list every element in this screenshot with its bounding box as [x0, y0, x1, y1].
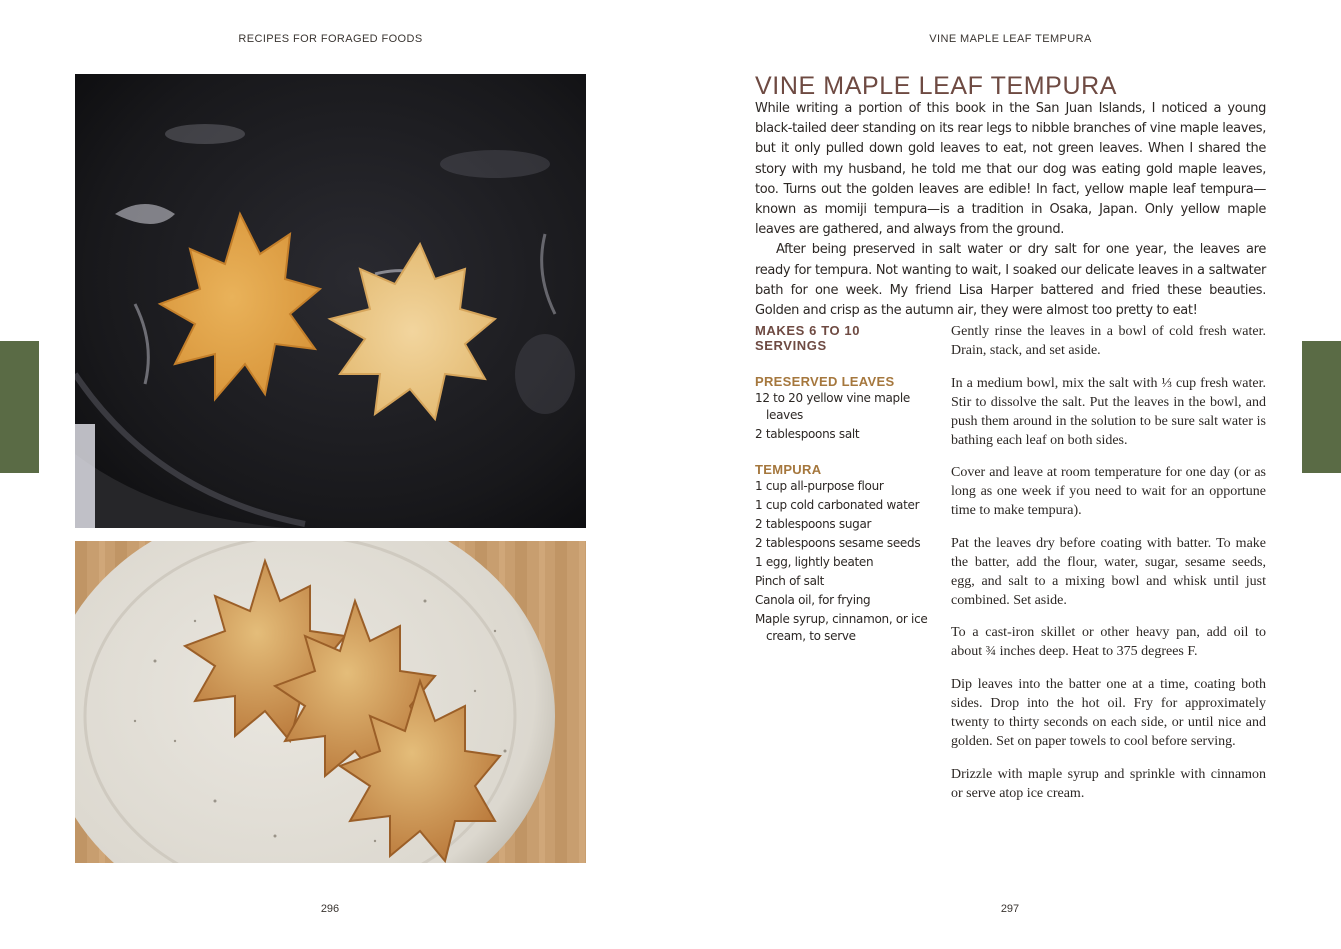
running-head-right: VINE MAPLE LEAF TEMPURA	[929, 33, 1092, 45]
running-head-left: RECIPES FOR FORAGED FOODS	[238, 33, 423, 45]
method-step: Drizzle with maple syrup and sprinkle with cinnamon or serve atop ice cream.	[951, 766, 1266, 801]
ingredient-item: 1 cup cold carbonated water	[755, 498, 920, 512]
preserved-leaves-list	[755, 390, 930, 443]
ingredient-item: Pinch of salt	[755, 574, 825, 588]
ingredient-item: 1 egg, lightly beaten	[755, 555, 874, 569]
page-number-right: 297	[1000, 903, 1020, 915]
method-step: To a cast-iron skillet or other heavy pan, add oil to about ¾ inches deep. Heat to 375 degrees F.	[951, 625, 1266, 660]
page-number-left: 296	[320, 903, 340, 915]
intro-paragraph: After being preserved in salt water or dry salt for one year, the leaves are ready for tempura. Not wanting to wait, I soaked our delicate leaves in a saltwater bath for one week. My friend Lisa Harper battered and fried these beauties. Golden and crisp as the autumn air, they were almost too pretty to eat!	[755, 242, 1266, 319]
chapter-edge-tab-right	[1302, 341, 1341, 473]
method-step: Gently rinse the leaves in a bowl of cold fresh water. Drain, stack, and set aside.	[951, 324, 1266, 358]
recipe-title: VINE MAPLE LEAF TEMPURA	[755, 72, 1118, 100]
recipe-intro	[755, 99, 1266, 321]
ingredient-item: 2 tablespoons salt	[755, 427, 860, 441]
method-step: Cover and leave at room temperature for one day (or as long as one week if you need to wait for an opportune time to make tempura).	[951, 465, 1266, 519]
ingredient-item: Canola oil, for frying	[755, 593, 871, 607]
ingredient-item: 2 tablespoons sesame seeds	[755, 536, 921, 550]
ingredient-item: Maple syrup, cinnamon, or ice cream, to serve	[755, 612, 928, 643]
ingredient-item: 2 tablespoons sugar	[755, 517, 872, 531]
tempura-list	[755, 478, 930, 645]
tempura-heading: TEMPURA	[755, 462, 822, 477]
chapter-edge-tab-left	[0, 341, 39, 473]
method-step: Pat the leaves dry before coating with batter. To make the batter, add the flour, water, sugar, sesame seeds, egg, and salt to a mixing bowl and whisk until just combined. Set aside.	[951, 535, 1266, 608]
preserved-leaves-heading: PRESERVED LEAVES	[755, 374, 895, 389]
ingredient-item: 1 cup all-purpose flour	[755, 479, 884, 493]
photo-leaves-on-plate	[75, 541, 586, 863]
method-steps	[951, 322, 1266, 816]
ingredients-column	[755, 323, 930, 664]
method-step: In a medium bowl, mix the salt with ⅓ cup fresh water. Stir to dissolve the salt. Put the leaves in the bowl, and push them around in the solution to be sure salt water is bathing each leaf on both sides.	[951, 375, 1266, 448]
method-step: Dip leaves into the batter one at a time, coating both sides. Drop into the hot oil. Fry for approximately twenty to thirty seconds on each side, or until nice and golden. Set on paper towels to cool before serving.	[951, 676, 1266, 749]
ingredient-item: 12 to 20 yellow vine maple leaves	[755, 391, 910, 422]
intro-paragraph: While writing a portion of this book in the San Juan Islands, I noticed a young black-tailed deer standing on its rear legs to nibble branches of vine maple leaves, but it only pulled down gold leaves to eat, not green leaves. When I shared the story with my husband, he told me that our dog was eating gold maple leaves, too. Turns out the golden leaves are edible! In fact, yellow maple leaf tempura—known as momiji tempura—is a tradition in Osaka, Japan. Only yellow maple leaves are gathered, and always from the ground.	[755, 101, 1266, 238]
photo-leaves-frying	[75, 74, 586, 528]
servings-heading: MAKES 6 TO 10 SERVINGS	[755, 323, 861, 353]
